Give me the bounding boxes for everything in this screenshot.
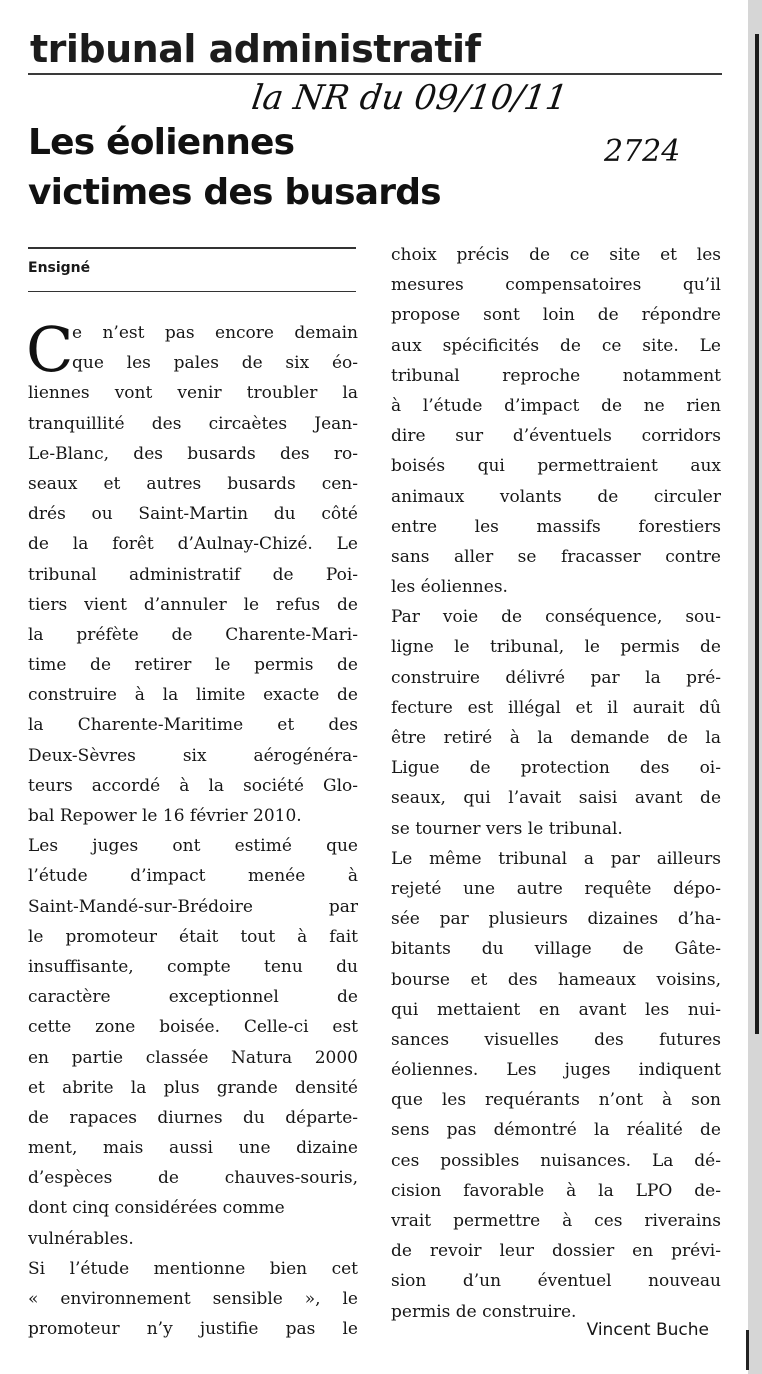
text-line: d’espèces de chauves-souris, xyxy=(28,1168,358,1189)
tag-rule-bottom xyxy=(28,291,356,292)
text-line: bal Repower le 16 février 2010. xyxy=(28,806,302,826)
text-line: cette zone boisée. Celle-ci est xyxy=(28,1017,358,1038)
text-line: les éoliennes. xyxy=(391,577,508,598)
text-line: et abrite la plus grande densité xyxy=(28,1077,358,1098)
text-line: tribunal administratif de Poi- xyxy=(28,564,358,585)
text-line: vulnérables. xyxy=(28,1228,134,1249)
article-tag: Ensigné xyxy=(28,260,91,276)
text-line: de rapaces diurnes du départe- xyxy=(28,1107,358,1128)
text-line: sens pas démontré la réalité de xyxy=(391,1120,721,1141)
text-line: sée par plusieurs dizaines d’ha- xyxy=(391,909,721,930)
text-line: à l’étude d’impact de ne rien xyxy=(391,395,721,416)
text-line: sans aller se fracasser contre xyxy=(391,546,721,567)
text-line: être retiré à la demande de la xyxy=(391,728,721,748)
text-line: boisés qui permettraient aux xyxy=(391,456,721,477)
text-line: Si l’étude mentionne bien cet xyxy=(28,1258,358,1279)
text-line: tranquillité des circaètes Jean- xyxy=(28,413,358,434)
text-line: time de retirer le permis de xyxy=(28,655,358,676)
text-line: qui mettaient en avant les nui- xyxy=(391,999,721,1020)
text-line: propose sont loin de répondre xyxy=(391,305,721,326)
text-line: caractère exceptionnel de xyxy=(28,987,358,1008)
drop-cap: C xyxy=(26,313,74,386)
text-line: seaux et autres busards cen- xyxy=(28,473,358,494)
text-line: Les juges ont estimé que xyxy=(28,836,358,857)
text-line: de la forêt d’Aulnay-Chizé. Le xyxy=(28,534,358,555)
text-line: cision favorable à la LPO de- xyxy=(391,1180,721,1201)
handwritten-source-note: la NR du 09/10/11 xyxy=(249,78,571,118)
article-headline xyxy=(28,118,441,218)
tag-rule-top xyxy=(28,247,356,249)
headline-line: Les éoliennes xyxy=(28,122,295,163)
text-line: choix précis de ce site et les xyxy=(391,245,721,265)
text-line: drés ou Saint-Martin du côté xyxy=(28,504,358,525)
text-line: e n’est pas encore demain xyxy=(72,323,358,343)
headline-line: victimes des busards xyxy=(28,172,441,213)
text-line: vrait permettre à ces riverains xyxy=(391,1211,721,1231)
text-line: le promoteur était tout à fait xyxy=(28,926,358,947)
article-column-left xyxy=(26,313,358,1344)
text-line: construire à la limite exacte de xyxy=(28,685,358,706)
text-line: construire délivré par la pré- xyxy=(391,667,721,688)
text-line: promoteur n’y justifie pas le xyxy=(28,1319,358,1340)
text-line: l’étude d’impact menée à xyxy=(28,866,358,887)
text-line: mesures compensatoires qu’il xyxy=(391,275,721,296)
text-line: fecture est illégal et il aurait dû xyxy=(391,697,721,718)
text-line: se tourner vers le tribunal. xyxy=(391,818,623,839)
text-line: dire sur d’éventuels corridors xyxy=(391,426,721,447)
scan-edge-mark xyxy=(746,1330,749,1370)
article-column-right xyxy=(391,240,721,1327)
text-line: Le même tribunal a par ailleurs xyxy=(391,848,721,869)
scan-edge-bar xyxy=(755,34,759,1034)
text-line: bourse et des hameaux voisins, xyxy=(391,969,721,990)
text-line: permis de construire. xyxy=(391,1301,577,1322)
text-line: que les pales de six éo- xyxy=(72,353,358,374)
kicker-rule xyxy=(28,73,722,75)
text-line: « environnement sensible », le xyxy=(28,1289,358,1309)
text-line: en partie classée Natura 2000 xyxy=(28,1047,358,1068)
text-line: Saint-Mandé-sur-Brédoire par xyxy=(28,896,358,917)
text-line: teurs accordé à la société Glo- xyxy=(28,775,358,796)
handwritten-reference-number: 2724 xyxy=(604,134,681,169)
text-line: dont cinq considérées comme xyxy=(28,1198,285,1219)
text-line: entre les massifs forestiers xyxy=(391,516,721,537)
text-line: la Charente-Maritime et des xyxy=(28,715,358,736)
text-line: ment, mais aussi une dizaine xyxy=(28,1138,358,1159)
text-line: sion d’un éventuel nouveau xyxy=(391,1271,721,1292)
text-line: sances visuelles des futures xyxy=(391,1029,721,1050)
text-line: Deux-Sèvres six aérogénéra- xyxy=(28,745,358,766)
text-line: Le-Blanc, des busards des ro- xyxy=(28,443,358,464)
text-line: aux spécificités de ce site. Le xyxy=(391,335,721,356)
section-kicker: tribunal administratif xyxy=(30,27,481,71)
text-line: tribunal reproche notamment xyxy=(391,365,721,386)
text-line: liennes vont venir troubler la xyxy=(28,383,358,404)
text-line: Ligue de protection des oi- xyxy=(391,758,721,779)
text-line: insuffisante, compte tenu du xyxy=(28,956,358,977)
text-line: seaux, qui l’avait saisi avant de xyxy=(391,788,721,809)
text-line: de revoir leur dossier en prévi- xyxy=(391,1241,721,1262)
text-line: la préfète de Charente-Mari- xyxy=(28,624,358,645)
text-line: bitants du village de Gâte- xyxy=(391,939,721,960)
text-line: rejeté une autre requête dépo- xyxy=(391,878,721,899)
text-line: éoliennes. Les juges indiquent xyxy=(391,1060,721,1081)
text-line: animaux volants de circuler xyxy=(391,486,721,507)
text-line: que les requérants n’ont à son xyxy=(391,1090,721,1111)
text-line: ces possibles nuisances. La dé- xyxy=(391,1150,721,1171)
text-line: Par voie de conséquence, sou- xyxy=(391,607,721,628)
text-line: ligne le tribunal, le permis de xyxy=(391,637,721,658)
author-signature: Vincent Buche xyxy=(586,1320,709,1340)
text-line: tiers vient d’annuler le refus de xyxy=(28,594,358,615)
